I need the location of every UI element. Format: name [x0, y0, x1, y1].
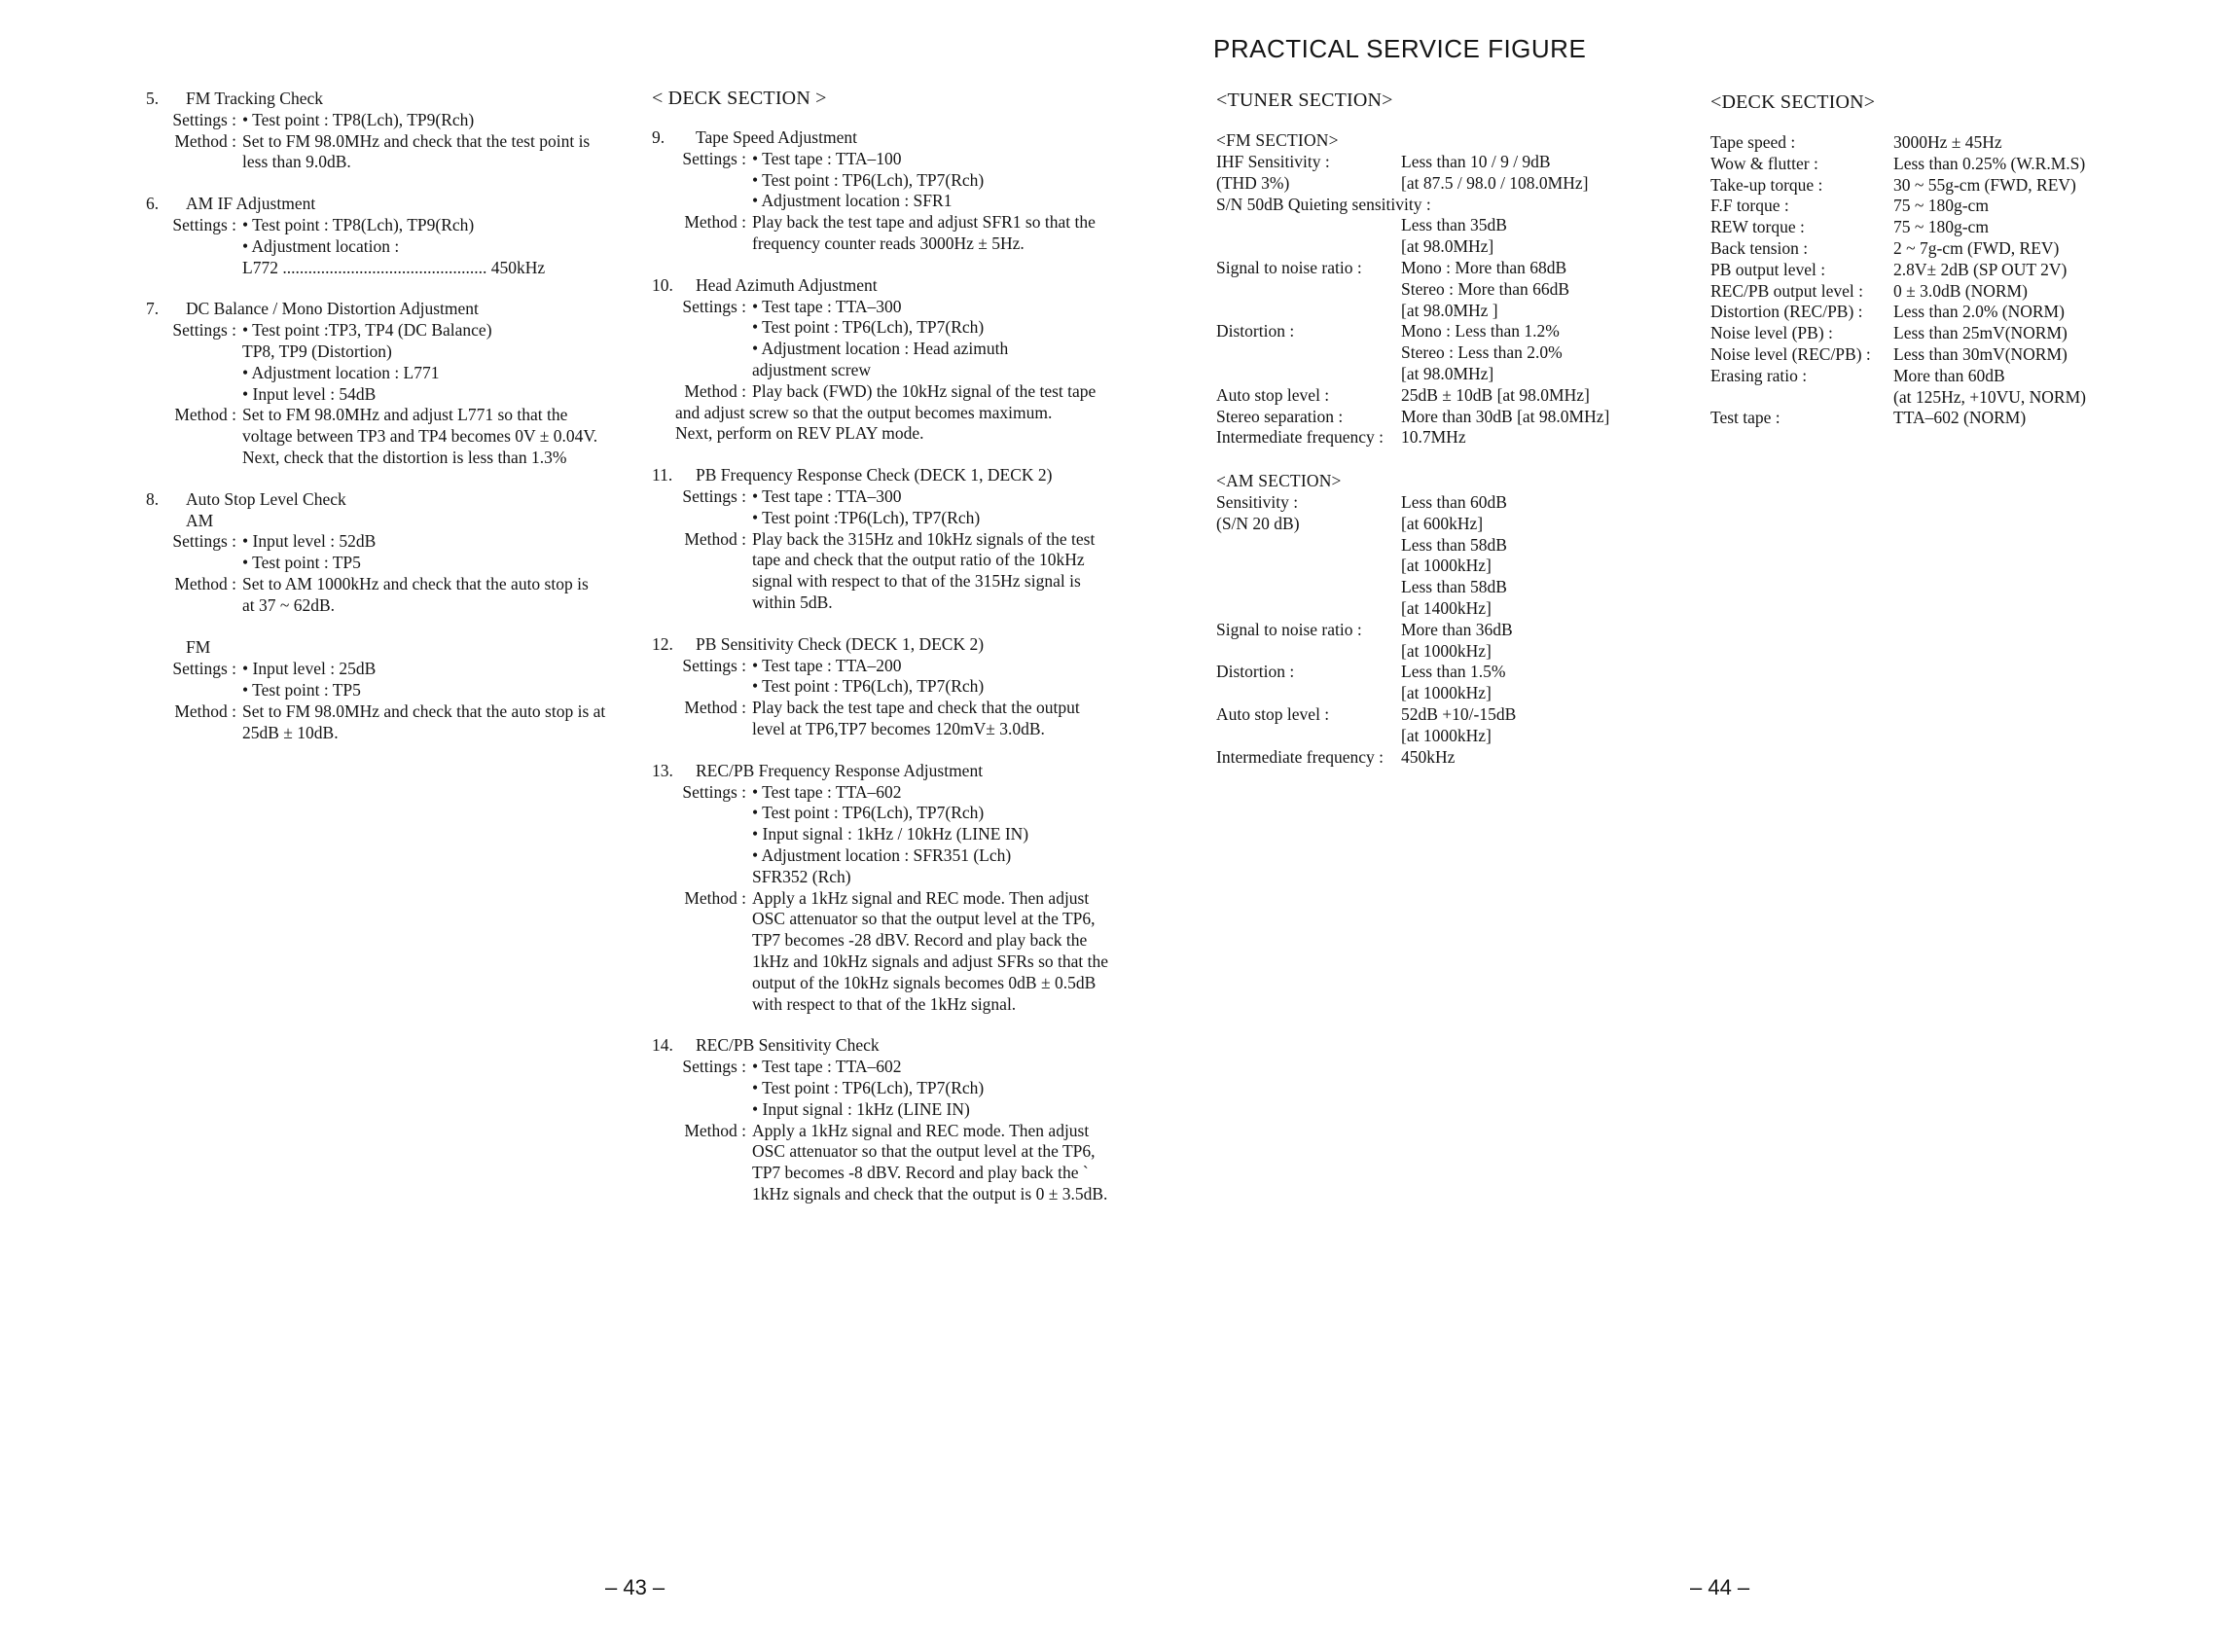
step-label: Method :	[174, 405, 236, 425]
step-text: Play back the test tape and check that the output	[752, 698, 1080, 718]
step-label: Method :	[174, 130, 236, 151]
am-spec-value: Less than 58dB	[1401, 534, 1507, 555]
step-text: Next, perform on REV PLAY mode.	[675, 423, 924, 444]
deck-spec-value: Less than 0.25% (W.R.M.S)	[1893, 153, 2086, 173]
step-text: TP7 becomes -8 dBV. Record and play back the `	[752, 1163, 1089, 1183]
step-label: Method :	[684, 380, 746, 401]
step-text: • Test tape : TTA–602	[752, 1057, 902, 1077]
deck-spec-label: Erasing ratio :	[1710, 365, 1808, 385]
am-spec-label: (S/N 20 dB)	[1216, 513, 1300, 533]
fm-spec-label: S/N 50dB Quieting sensitivity :	[1216, 194, 1431, 214]
step-text: at 37 ~ 62dB.	[242, 594, 336, 615]
fm-spec-value: [at 98.0MHz]	[1401, 364, 1494, 383]
fm-spec-value: Stereo : Less than 2.0%	[1401, 342, 1563, 363]
tuner-section-heading: <TUNER SECTION>	[1216, 90, 1393, 111]
fm-spec-label: Distortion :	[1216, 321, 1295, 341]
am-spec-value: [at 1000kHz]	[1401, 683, 1492, 703]
item-title: FM Tracking Check	[186, 89, 323, 108]
step-text: • Test point :TP6(Lch), TP7(Rch)	[752, 507, 981, 527]
step-text: signal with respect to that of the 315Hz signal is	[752, 571, 1081, 592]
fm-section-heading: <FM SECTION>	[1216, 130, 1339, 150]
item-title: DC Balance / Mono Distortion Adjustment	[186, 299, 479, 319]
item-title: Auto Stop Level Check	[186, 488, 346, 509]
step-label: Method :	[174, 700, 236, 721]
step-label: Method :	[684, 1120, 746, 1140]
middle-section-heading: < DECK SECTION >	[652, 88, 827, 109]
step-text: Set to FM 98.0MHz and adjust L771 so that the	[242, 405, 568, 425]
am-spec-value: [at 1000kHz]	[1401, 640, 1492, 661]
fm-spec-value: More than 30dB [at 98.0MHz]	[1401, 406, 1610, 426]
step-text: • Test point : TP5	[242, 680, 361, 700]
step-text: • Adjustment location : L771	[242, 362, 440, 382]
deck-spec-label: REC/PB output level :	[1710, 280, 1864, 301]
step-label: Settings :	[682, 148, 746, 168]
fm-spec-label: IHF Sensitivity :	[1216, 152, 1330, 171]
step-text: frequency counter reads 3000Hz ± 5Hz.	[752, 233, 1025, 253]
step-text: • Test point : TP6(Lch), TP7(Rch)	[752, 676, 985, 697]
step-text: 1kHz signals and check that the output is 0 ± 3.5dB.	[752, 1184, 1108, 1203]
step-text: adjustment screw	[752, 360, 871, 379]
am-spec-value: Less than 58dB	[1401, 577, 1507, 597]
fm-spec-label: (THD 3%)	[1216, 172, 1290, 193]
am-spec-value: 52dB +10/-15dB	[1401, 704, 1517, 724]
step-text: • Test tape : TTA–200	[752, 655, 902, 675]
fm-spec-label: Signal to noise ratio :	[1216, 258, 1362, 277]
deck-spec-label: Wow & flutter :	[1710, 153, 1818, 173]
step-text: TP7 becomes -28 dBV. Record and play back the	[752, 930, 1088, 951]
am-spec-value: Less than 60dB	[1401, 492, 1507, 512]
step-text: • Adjustment location :	[242, 235, 400, 256]
deck-spec-label: REW torque :	[1710, 217, 1805, 237]
step-text: • Test point : TP6(Lch), TP7(Rch)	[752, 169, 985, 190]
item-number: 14.	[652, 1035, 673, 1056]
fm-spec-label: Intermediate frequency :	[1216, 427, 1384, 448]
step-text: 25dB ± 10dB.	[242, 722, 339, 742]
am-section-heading: <AM SECTION>	[1216, 471, 1342, 490]
step-text: SFR352 (Rch)	[752, 866, 851, 886]
deck-spec-label: Noise level (REC/PB) :	[1710, 344, 1871, 364]
step-text: • Input signal : 1kHz / 10kHz (LINE IN)	[752, 824, 1029, 844]
step-text: Set to AM 1000kHz and check that the auto stop is	[242, 574, 589, 593]
step-text: • Test tape : TTA–300	[752, 296, 902, 316]
step-text: • Test point :TP3, TP4 (DC Balance)	[242, 320, 492, 341]
deck-spec-value: Less than 2.0% (NORM)	[1893, 302, 2065, 322]
step-text: tape and check that the output ratio of the 10kHz	[752, 550, 1085, 570]
step-text: Apply a 1kHz signal and REC mode. Then adjust	[752, 887, 1090, 908]
step-text: 1kHz and 10kHz signals and adjust SFRs so that the	[752, 952, 1109, 971]
step-label: Settings :	[172, 659, 236, 679]
step-label: Settings :	[682, 781, 746, 802]
item-title: PB Sensitivity Check (DECK 1, DECK 2)	[696, 633, 985, 654]
deck-spec-label: Noise level (PB) :	[1710, 323, 1833, 343]
step-text: OSC attenuator so that the output level at the TP6,	[752, 909, 1096, 929]
step-label: Method :	[684, 887, 746, 908]
deck-spec-label: Back tension :	[1710, 238, 1809, 258]
step-label: Settings :	[682, 1057, 746, 1077]
deck-spec-value: 2 ~ 7g-cm (FWD, REV)	[1893, 238, 2060, 258]
deck-spec-value: Less than 30mV(NORM)	[1893, 344, 2068, 364]
step-text: Apply a 1kHz signal and REC mode. Then adjust	[752, 1120, 1090, 1140]
step-text: • Input signal : 1kHz (LINE IN)	[752, 1098, 970, 1119]
step-text: • Input level : 25dB	[242, 659, 377, 679]
am-spec-label: Sensitivity :	[1216, 492, 1299, 512]
deck-spec-value: 0 ± 3.0dB (NORM)	[1893, 280, 2028, 301]
item-number: 13.	[652, 760, 673, 780]
step-text: • Test tape : TTA–300	[752, 486, 902, 506]
am-spec-value: Less than 1.5%	[1401, 662, 1506, 682]
fm-spec-value: 10.7MHz	[1401, 427, 1466, 448]
am-spec-label: Signal to noise ratio :	[1216, 619, 1362, 639]
deck-spec-label: F.F torque :	[1710, 196, 1789, 216]
step-text: FM	[186, 637, 211, 658]
deck-spec-value: 75 ~ 180g-cm	[1893, 196, 1989, 216]
item-number: 8.	[146, 488, 160, 509]
page-title: PRACTICAL SERVICE FIGURE	[1213, 34, 1587, 63]
am-spec-value: [at 1400kHz]	[1401, 598, 1492, 618]
step-label: Method :	[174, 574, 236, 593]
step-text: voltage between TP3 and TP4 becomes 0V ± 0.04V.	[242, 426, 598, 447]
step-label: Settings :	[682, 296, 746, 316]
step-text: with respect to that of the 1kHz signal.	[752, 993, 1017, 1014]
step-text: • Adjustment location : Head azimuth	[752, 339, 1009, 359]
step-text: • Test point : TP6(Lch), TP7(Rch)	[752, 1078, 985, 1097]
step-text: Set to FM 98.0MHz and check that the auto stop is at	[242, 700, 606, 721]
fm-spec-value: Stereo : More than 66dB	[1401, 278, 1570, 299]
deck-spec-label: Distortion (REC/PB) :	[1710, 302, 1863, 322]
item-number: 10.	[652, 274, 673, 295]
fm-spec-label: Stereo separation :	[1216, 406, 1344, 426]
step-text: • Adjustment location : SFR1	[752, 191, 953, 211]
step-text: • Input level : 54dB	[242, 383, 377, 404]
step-text: L772 ................................................ 450kHz	[242, 257, 546, 277]
step-text: Next, check that the distortion is less than 1.3%	[242, 448, 567, 467]
deck-spec-value: (at 125Hz, +10VU, NORM)	[1893, 386, 2086, 407]
item-number: 9.	[652, 127, 665, 147]
step-label: Method :	[684, 528, 746, 549]
deck-spec-heading: <DECK SECTION>	[1710, 91, 1876, 113]
deck-spec-value: TTA–602 (NORM)	[1893, 408, 2027, 428]
step-text: output of the 10kHz signals becomes 0dB ± 0.5dB	[752, 972, 1097, 992]
fm-spec-value: [at 87.5 / 98.0 / 108.0MHz]	[1401, 172, 1589, 193]
deck-spec-label: Test tape :	[1710, 408, 1780, 428]
step-text: • Test tape : TTA–602	[752, 781, 902, 802]
deck-spec-value: 75 ~ 180g-cm	[1893, 217, 1989, 237]
am-spec-value: [at 1000kHz]	[1401, 556, 1492, 576]
deck-spec-label: PB output level :	[1710, 259, 1826, 279]
step-text: OSC attenuator so that the output level at the TP6,	[752, 1141, 1096, 1162]
item-title: AM IF Adjustment	[186, 194, 316, 214]
am-spec-label: Intermediate frequency :	[1216, 746, 1384, 767]
fm-spec-value: Less than 10 / 9 / 9dB	[1401, 152, 1551, 171]
deck-spec-value: Less than 25mV(NORM)	[1893, 323, 2068, 343]
deck-spec-value: 30 ~ 55g-cm (FWD, REV)	[1893, 174, 2076, 195]
am-spec-value: [at 1000kHz]	[1401, 725, 1492, 745]
step-text: • Test point : TP6(Lch), TP7(Rch)	[752, 803, 985, 823]
deck-spec-value: 3000Hz ± 45Hz	[1893, 132, 2002, 152]
step-label: Settings :	[682, 655, 746, 675]
step-text: Play back the 315Hz and 10kHz signals of the test	[752, 528, 1096, 549]
step-label: Method :	[684, 212, 746, 233]
step-text: • Adjustment location : SFR351 (Lch)	[752, 845, 1012, 865]
item-number: 12.	[652, 633, 673, 654]
page-number-left: – 43 –	[605, 1575, 665, 1599]
deck-spec-value: 2.8V± 2dB (SP OUT 2V)	[1893, 259, 2068, 279]
item-title: Head Azimuth Adjustment	[696, 274, 878, 295]
step-text: AM	[186, 510, 214, 530]
step-label: Settings :	[172, 109, 236, 129]
step-text: • Test point : TP8(Lch), TP9(Rch)	[242, 215, 475, 234]
item-number: 7.	[146, 299, 160, 319]
step-label: Method :	[684, 698, 746, 718]
am-spec-value: [at 600kHz]	[1401, 513, 1484, 533]
item-title: REC/PB Sensitivity Check	[696, 1035, 880, 1056]
step-text: Play back (FWD) the 10kHz signal of the test tape	[752, 380, 1097, 401]
am-spec-label: Auto stop level :	[1216, 704, 1330, 724]
item-number: 6.	[146, 194, 160, 214]
step-text: • Test point : TP6(Lch), TP7(Rch)	[752, 317, 985, 338]
step-label: Settings :	[682, 486, 746, 506]
step-label: Settings :	[172, 320, 236, 341]
fm-spec-value: Less than 35dB	[1401, 215, 1507, 235]
item-title: REC/PB Frequency Response Adjustment	[696, 760, 984, 780]
step-text: TP8, TP9 (Distortion)	[242, 341, 392, 361]
step-text: Set to FM 98.0MHz and check that the test point is	[242, 130, 591, 151]
item-number: 11.	[652, 465, 673, 485]
page-number-right: – 44 –	[1690, 1575, 1750, 1599]
step-label: Settings :	[172, 215, 236, 234]
item-title: PB Frequency Response Check (DECK 1, DECK 2)	[696, 465, 1053, 485]
item-title: Tape Speed Adjustment	[696, 127, 857, 147]
fm-spec-label: Auto stop level :	[1216, 384, 1330, 405]
fm-spec-value: Mono : More than 68dB	[1401, 258, 1567, 277]
am-spec-label: Distortion :	[1216, 662, 1295, 682]
am-spec-value: More than 36dB	[1401, 619, 1513, 639]
step-text: less than 9.0dB.	[242, 152, 351, 172]
am-spec-value: 450kHz	[1401, 746, 1456, 767]
step-text: • Test point : TP5	[242, 553, 361, 573]
step-text: Play back the test tape and adjust SFR1 so that the	[752, 212, 1096, 233]
item-number: 5.	[146, 89, 160, 108]
deck-spec-label: Tape speed :	[1710, 132, 1796, 152]
step-text: • Test point : TP8(Lch), TP9(Rch)	[242, 109, 475, 129]
deck-spec-value: More than 60dB	[1893, 365, 2005, 385]
fm-spec-value: Mono : Less than 1.2%	[1401, 321, 1560, 341]
step-text: and adjust screw so that the output becomes maximum.	[675, 402, 1053, 422]
deck-spec-label: Take-up torque :	[1710, 174, 1823, 195]
fm-spec-value: [at 98.0MHz]	[1401, 236, 1494, 257]
step-text: • Test tape : TTA–100	[752, 148, 902, 168]
step-text: level at TP6,TP7 becomes 120mV± 3.0dB.	[752, 719, 1045, 738]
step-text: • Input level : 52dB	[242, 531, 377, 552]
fm-spec-value: [at 98.0MHz ]	[1401, 300, 1498, 320]
fm-spec-value: 25dB ± 10dB [at 98.0MHz]	[1401, 384, 1590, 405]
step-text: within 5dB.	[752, 593, 833, 612]
step-label: Settings :	[172, 531, 236, 552]
